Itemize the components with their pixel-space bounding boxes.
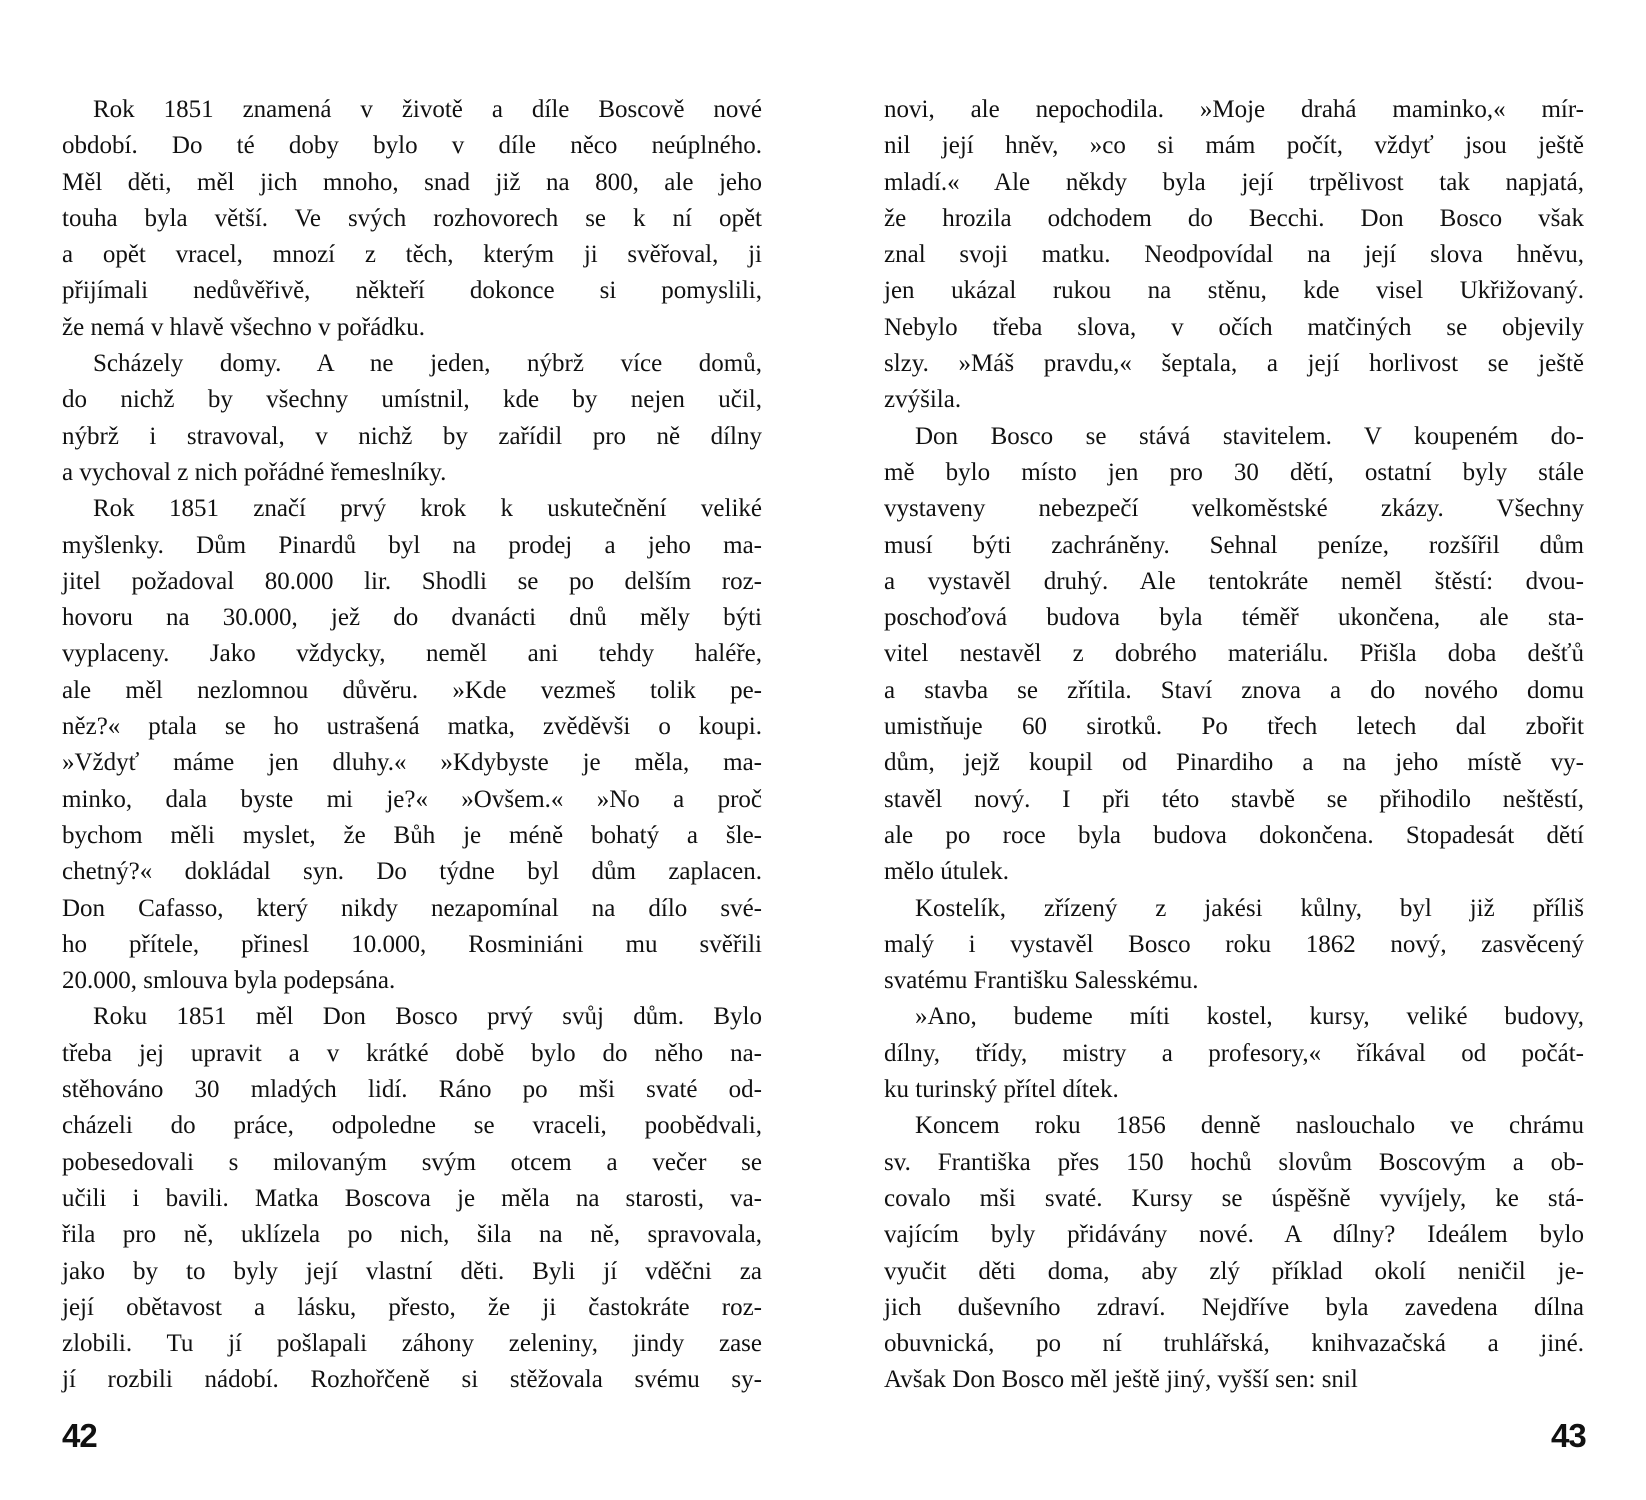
text-line: svatému Františku Salesskému. [884,967,1199,995]
text-line: chetný?« dokládal syn. Do týdne byl dům zaplacen. [62,858,762,886]
text-line: nýbrž i stravoval, v nichž by zařídil pro ně dílny [62,422,762,450]
text-line: stavěl nový. I při této stavbě se přihodilo neštěstí, [884,785,1584,813]
text-line: bychom měli myslet, že Bůh je méně bohatý a šle- [62,821,762,849]
page-left-text [62,92,762,1399]
text-line: nil její hněv, »co si mám počít, vždyť jsou ještě [884,132,1584,160]
text-line: »Vždyť máme jen dluhy.« »Kdybyste je měla, ma- [62,749,762,777]
text-line: covalo mši svaté. Kursy se úspěšně vyvíjely, ke stá- [884,1184,1584,1212]
text-line: vitel nestavěl z dobrého materiálu. Přišla doba dešťů [884,640,1584,668]
text-line: novi, ale nepochodila. »Moje drahá maminko,« mír- [884,96,1584,123]
text-line: přijímali nedůvěřivě, někteří dokonce si pomyslili, [62,277,762,305]
text-line: Don Cafasso, který nikdy nezapomínal na dílo své- [62,894,762,922]
page-number-left: 42 [62,1417,97,1454]
text-line: do nichž by všechny umístnil, kde by nejen učil, [62,386,762,414]
text-line: že nemá v hlavě všechno v pořádku. [62,313,426,341]
text-line: že hrozila odchodem do Becchi. Don Bosco však [884,204,1584,232]
text-line: touha byla větší. Ve svých rozhovorech se k ní opět [62,204,762,232]
text-line: Koncem roku 1856 denně naslouchalo ve chrámu [915,1112,1584,1140]
text-line: znal svoji matku. Neodpovídal na její slova hněvu, [884,241,1584,269]
text-line: třeba jej upravit a v krátké době bylo do něho na- [62,1039,762,1067]
text-line: období. Do té doby bylo v díle něco neúplného. [62,132,762,160]
text-line: minko, dala byste mi je?« »Ovšem.« »No a proč [62,785,762,813]
text-line: slzy. »Máš pravdu,« šeptala, a její horlivost se ještě [884,350,1584,378]
text-line: a opět vracel, mnozí z těch, kterým ji svěřoval, ji [62,241,762,269]
text-line: poschoďová budova byla téměř ukončena, ale sta- [884,604,1584,632]
text-line: ho přítele, přinesl 10.000, Rosminiáni mu svěřili [62,930,762,958]
text-line: hovoru na 30.000, jež do dvanácti dnů měly býti [62,604,762,632]
text-line: malý i vystavěl Bosco roku 1862 nový, zasvěcený [884,930,1584,958]
text-line: ku turinský přítel dítek. [884,1076,1119,1104]
text-line: jí rozbili nádobí. Rozhořčeně si stěžovala svému sy- [62,1366,762,1394]
text-line: a vychoval z nich pořádné řemeslníky. [62,458,447,486]
page-right-text [884,92,1584,1399]
text-line: řila pro ně, uklízela po nich, šila na ně, spravovala, [62,1221,762,1249]
text-line: musí býti zachráněny. Sehnal peníze, rozšířil dům [884,531,1584,559]
text-line: zlobili. Tu jí pošlapali záhony zeleniny, jindy zase [62,1330,762,1358]
text-line: Avšak Don Bosco měl ještě jiný, vyšší sen: snil [884,1366,1358,1394]
text-line: vyplaceny. Jako vždycky, neměl ani tehdy haléře, [62,640,762,668]
text-line: »Ano, budeme míti kostel, kursy, veliké budovy, [915,1003,1584,1031]
text-line: a vystavěl druhý. Ale tentokráte neměl štěstí: dvou- [884,567,1584,595]
text-line: stěhováno 30 mladých lidí. Ráno po mši svaté od- [62,1076,762,1104]
text-line: Rok 1851 znamená v životě a díle Boscově nové [93,96,762,123]
text-line: myšlenky. Dům Pinardů byl na prodej a jeho ma- [62,531,762,559]
text-line: zvýšila. [884,386,962,414]
text-line: Nebylo třeba slova, v očích matčiných se objevily [884,313,1584,341]
text-line: 20.000, smlouva byla podepsána. [62,967,396,995]
text-line: její obětavost a lásku, přesto, že ji častokráte roz- [62,1293,762,1321]
text-line: cházeli do práce, odpoledne se vraceli, poobědvali, [62,1112,762,1140]
text-line: vystaveny nebezpečí velkoměstské zkázy. Všechny [884,495,1584,523]
text-line: Kostelík, zřízený z jakési kůlny, byl již příliš [915,894,1584,922]
text-line: dům, jejž koupil od Pinardiho a na jeho místě vy- [884,749,1584,777]
text-line: umistňuje 60 sirotků. Po třech letech dal zbořit [884,713,1584,741]
text-line: pobesedovali s milovaným svým otcem a večer se [62,1148,762,1176]
text-line: obuvnická, po ní truhlářská, knihvazačská a jiné. [884,1330,1584,1358]
text-line: učili i bavili. Matka Boscova je měla na starosti, va- [62,1184,762,1212]
text-line: Měl děti, měl jich mnoho, snad již na 800, ale jeho [62,168,762,196]
text-line: jich duševního zdraví. Nejdříve byla zavedena dílna [884,1293,1584,1321]
text-line: ale měl nezlomnou důvěru. »Kde vezmeš tolik pe- [62,676,762,704]
text-line: mělo útulek. [884,858,1009,886]
text-line: vyučit děti doma, aby zlý příklad okolí neničil je- [884,1257,1584,1285]
text-line: jako by to byly její vlastní děti. Byli jí vděčni za [62,1257,762,1285]
text-line: Scházely domy. A ne jeden, nýbrž více domů, [93,350,762,378]
text-line: Rok 1851 značí prvý krok k uskutečnění veliké [93,495,762,523]
text-line: mě bylo místo jen pro 30 dětí, ostatní byly stále [884,458,1584,486]
text-line: vajícím byly přidávány nové. A dílny? Ideálem bylo [884,1221,1584,1249]
page-number-right: 43 [1551,1417,1586,1454]
text-line: Roku 1851 měl Don Bosco prvý svůj dům. Bylo [93,1003,762,1031]
text-line: jen ukázal rukou na stěnu, kde visel Ukřižovaný. [884,277,1584,305]
text-line: a stavba se zřítila. Staví znova a do nového domu [884,676,1584,704]
text-line: dílny, třídy, mistry a profesory,« říkával od počát- [884,1039,1584,1067]
text-line: mladí.« Ale někdy byla její trpělivost tak napjatá, [884,168,1584,196]
text-line: něz?« ptala se ho ustrašená matka, zvěděvši o koupi. [62,713,762,741]
text-line: ale po roce byla budova dokončena. Stopadesát dětí [884,821,1584,849]
text-line: Don Bosco se stává stavitelem. V koupeném do- [915,422,1584,450]
text-line: jitel požadoval 80.000 lir. Shodli se po delším roz- [62,567,762,595]
text-line: sv. Františka přes 150 hochů slovům Boscovým a ob- [884,1148,1584,1176]
